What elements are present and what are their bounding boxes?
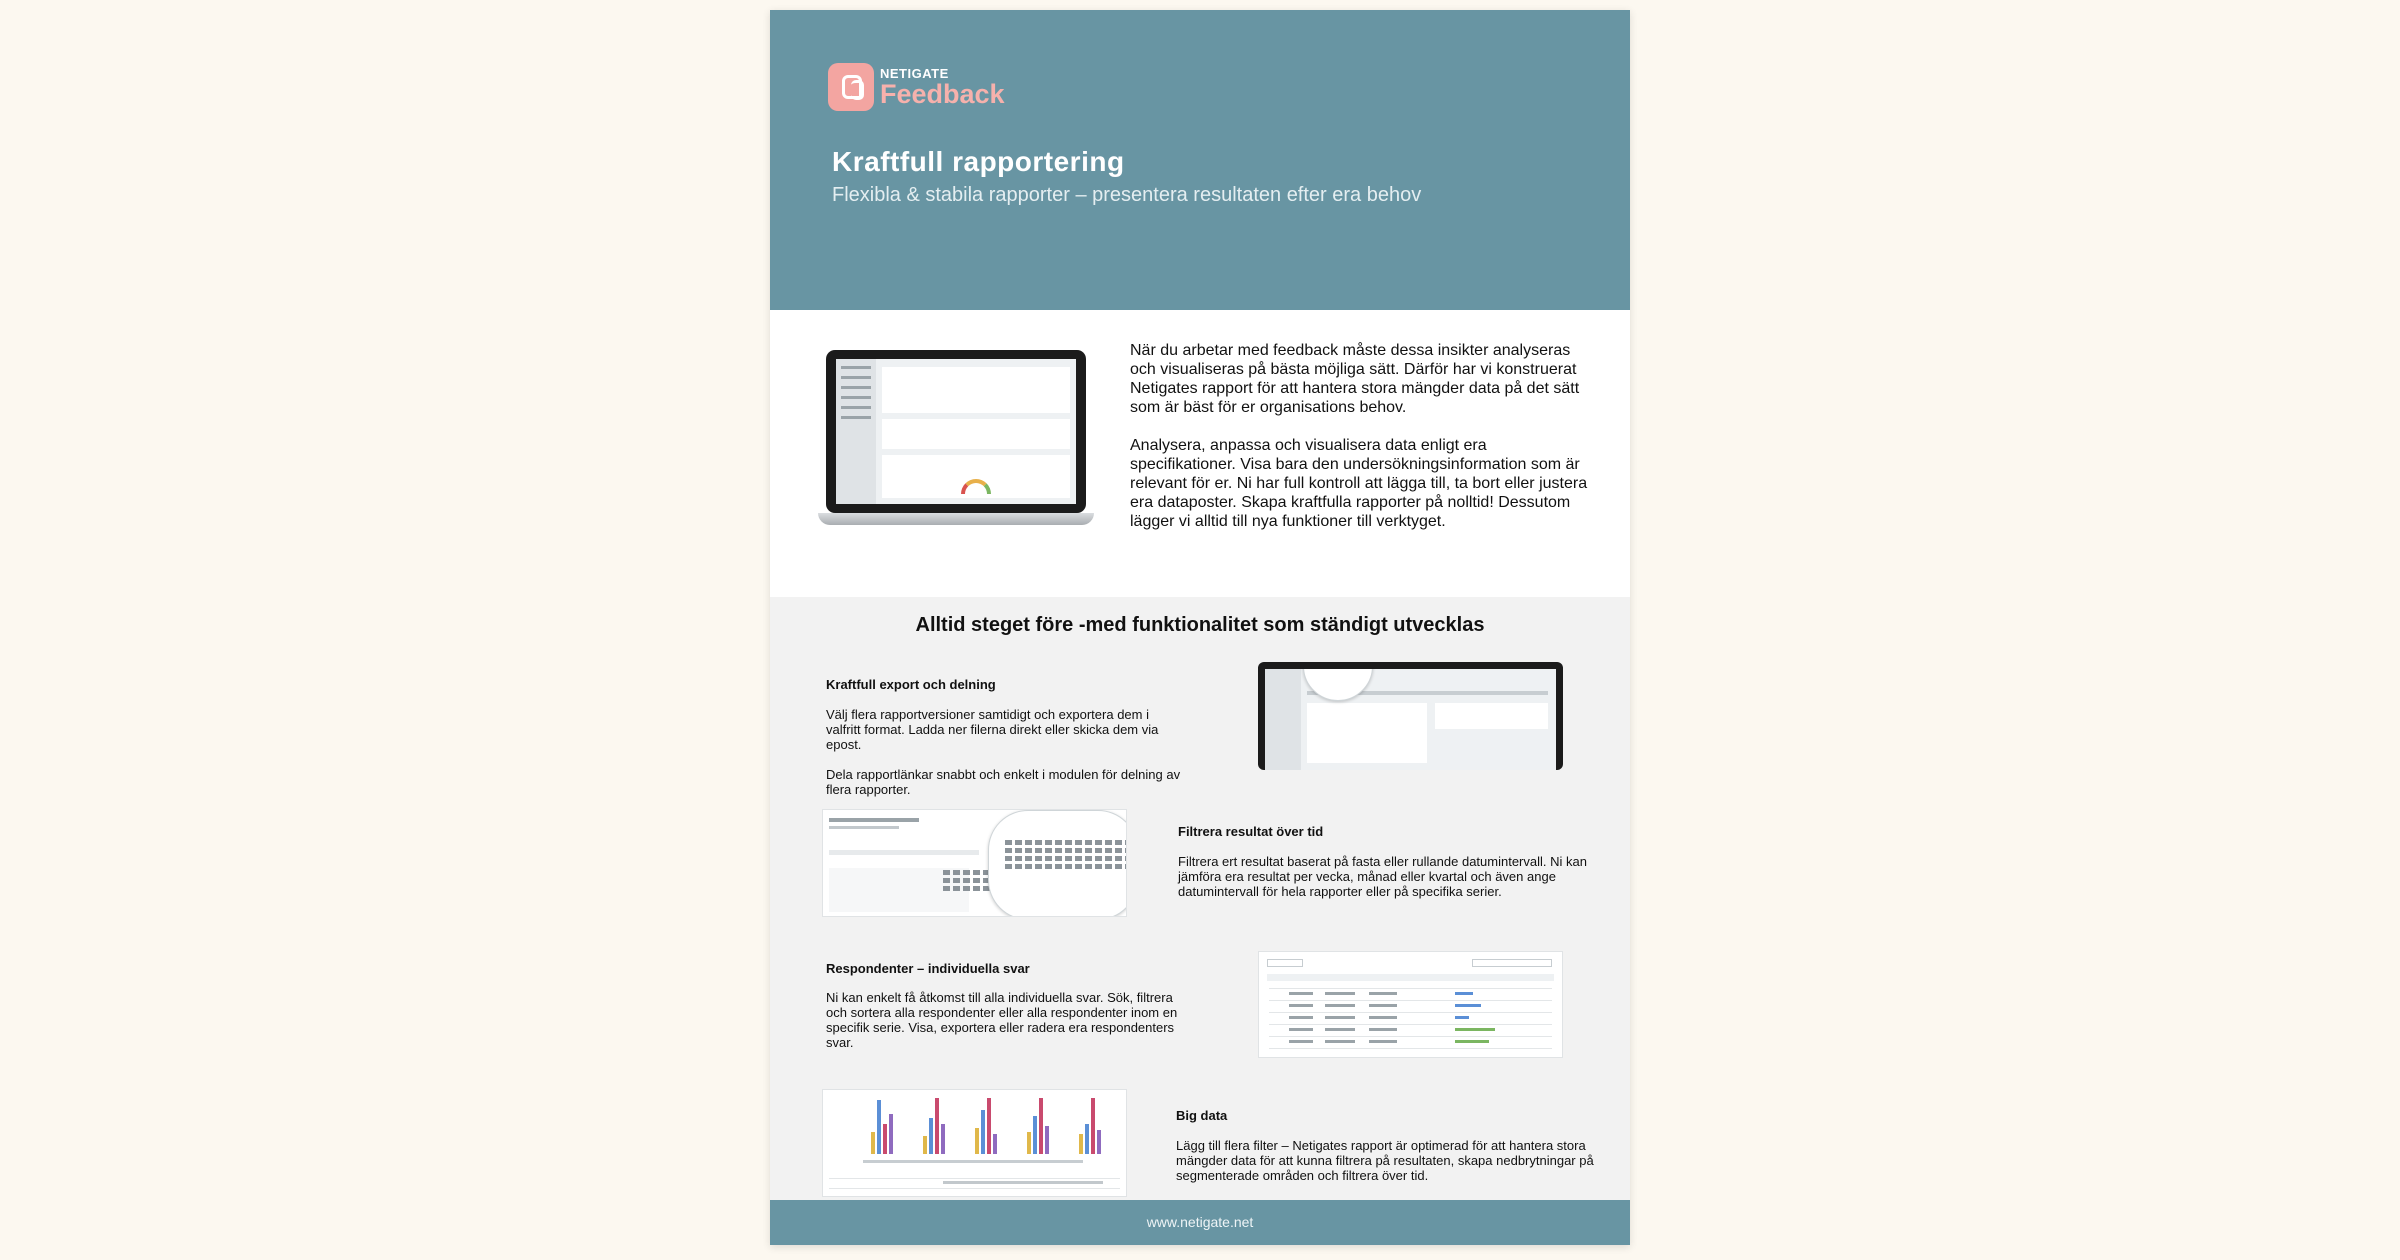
date-filter-screenshot [822,809,1127,917]
intro-paragraph-1: När du arbetar med feedback måste dessa insikter analyseras och visualiseras på bästa möjliga sätt. Därför har vi konstruerat Netigates rapport för att hantera stora mängder data på det sätt som är bäst för er organisations behov. [1130,342,1580,416]
laptop-report-image [818,350,1094,530]
hero-banner [770,10,1630,310]
feature-title-respondents: Respondenter – individuella svar [826,961,1030,976]
features-heading: Alltid steget före -med funktionalitet som ständigt utvecklas [915,614,1485,636]
export-screenshot [1258,662,1563,770]
footer-link[interactable]: www.netigate.net [1146,1214,1254,1230]
netigate-feedback-logo [828,63,1005,111]
feature-body-respondents: Ni kan enkelt få åtkomst till alla individuella svar. Sök, filtrera och sortera alla respondenter eller alla respondenter inom en specifik serie. Visa, exportera eller radera era respondenters svar. [826,990,1178,1050]
feature-export-paragraph-2: Dela rapportlänkar snabbt och enkelt i modulen för delning av flera rapporter. [826,767,1181,797]
respondents-table-screenshot [1258,951,1563,1058]
gauge-icon [961,479,991,494]
feature-title-export: Kraftfull export och delning [826,677,996,692]
bar-chart-thumbnail [835,1096,1118,1154]
logo-product-text: Feedback [880,78,1005,109]
page-subtitle: Flexibla & stabila rapporter – presentera resultaten efter era behov [832,184,1422,206]
feature-export-paragraph-1: Välj flera rapportversioner samtidigt och exportera dem i valfritt format. Ladda ner filerna direkt eller skicka dem via epost. [826,707,1159,752]
document-page [770,10,1630,1245]
footer-url[interactable] [770,1200,1630,1245]
feature-title-big-data: Big data [1176,1108,1228,1123]
intro-text [1130,341,1590,531]
features-section [770,597,1630,1200]
intro-paragraph-2: Analysera, anpassa och visualisera data enligt era specifikationer. Visa bara den undersökningsinformation som är relevant för er. Ni har full kontroll att lägga till, ta bort eller justera era dataposter. Skapa kraftfulla rapporter på nolltid! Dessutom lägger vi alltid till nya funktioner till verktyget. [1130,437,1588,530]
page-title: Kraftfull rapportering [832,146,1125,177]
zoom-lens [1303,669,1373,701]
feature-title-filter: Filtrera resultat över tid [1178,824,1324,839]
feature-body-export [826,707,1186,797]
intro-section [770,310,1630,597]
big-data-chart-screenshot [822,1089,1127,1197]
feature-body-filter: Filtrera ert resultat baserat på fasta eller rullande datumintervall. Ni kan jämföra era resultat per vecka, månad eller kvartal och även ange datumintervall för hela rapporter eller på specifika serier. [1178,854,1587,899]
feature-body-big-data: Lägg till flera filter – Netigates rapport är optimerad för att hantera stora mängder data för att kunna filtrera på resultaten, skapa nedbrytningar på segmenterade områden och filtrera över tid. [1176,1138,1594,1183]
feedback-logo-icon [828,63,874,111]
logo-brand-text: NETIGATE [880,65,949,81]
